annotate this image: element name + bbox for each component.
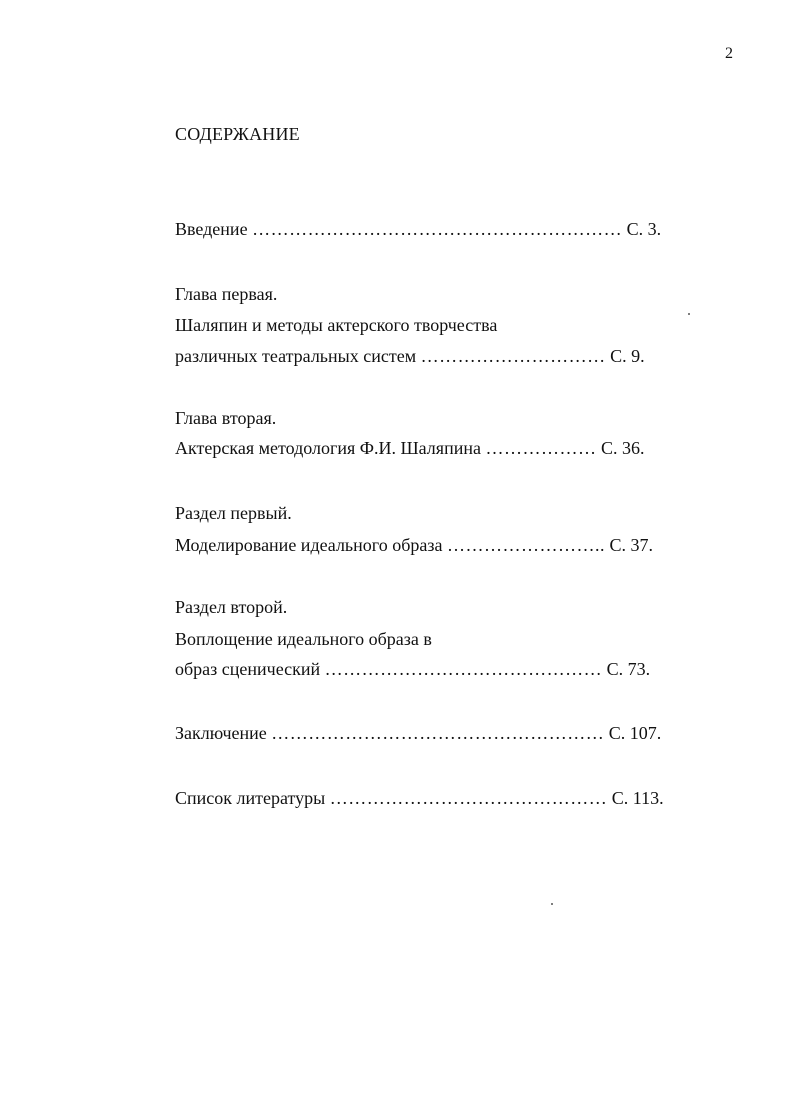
toc-entry-bibliography [175, 787, 664, 809]
scan-speck [688, 313, 690, 315]
chapter-two-label: Глава вторая. [175, 408, 277, 428]
toc-page-ref: С. 9. [610, 346, 645, 366]
toc-entry-chapter-one [175, 345, 645, 367]
toc-page-ref: С. 37. [609, 535, 653, 555]
toc-entry-chapter-two [175, 437, 644, 459]
toc-page-ref: С. 36. [600, 438, 645, 458]
toc-page-ref: С. 73. [606, 659, 651, 679]
toc-leader-dots: ………………………… [420, 346, 606, 366]
toc-title: СОДЕРЖАНИЕ [175, 124, 300, 144]
section-one-label: Раздел первый. [175, 503, 292, 523]
toc-leader-dots: ……………………………………… [324, 659, 603, 679]
toc-entry-conclusion [175, 722, 661, 744]
toc-page-ref: С. 107. [608, 723, 662, 743]
section-two-title-line1: Воплощение идеального образа в [175, 629, 432, 649]
toc-leader-dots: …………………….. [446, 535, 605, 555]
toc-entry-text: образ сценический [175, 659, 321, 679]
toc-entry-text: Заключение [175, 723, 267, 743]
toc-leader-dots: ……………… [485, 438, 597, 458]
toc-leader-dots: ……………………………………… [329, 788, 608, 808]
chapter-one-label: Глава первая. [175, 284, 278, 304]
toc-entry-text: различных театральных систем [175, 346, 417, 366]
toc-entry-text: Введение [175, 219, 248, 239]
page-number: 2 [725, 45, 733, 62]
toc-entry-intro [175, 218, 661, 240]
toc-entry-text: Моделирование идеального образа [175, 535, 443, 555]
section-two-label: Раздел второй. [175, 597, 288, 617]
toc-page-ref: С. 113. [611, 788, 664, 808]
toc-entry-text: Актерская методология Ф.И. Шаляпина [175, 438, 481, 458]
toc-entry-section-two [175, 658, 650, 680]
toc-leader-dots: …………………………………………………… [252, 219, 623, 239]
toc-page-ref: С. 3. [626, 219, 662, 239]
toc-entry-text: Список литературы [175, 788, 326, 808]
scan-speck [551, 903, 553, 905]
toc-leader-dots: ……………………………………………… [271, 723, 605, 743]
toc-entry-section-one [175, 534, 653, 556]
chapter-one-title-line1: Шаляпин и методы актерского творчества [175, 315, 498, 335]
